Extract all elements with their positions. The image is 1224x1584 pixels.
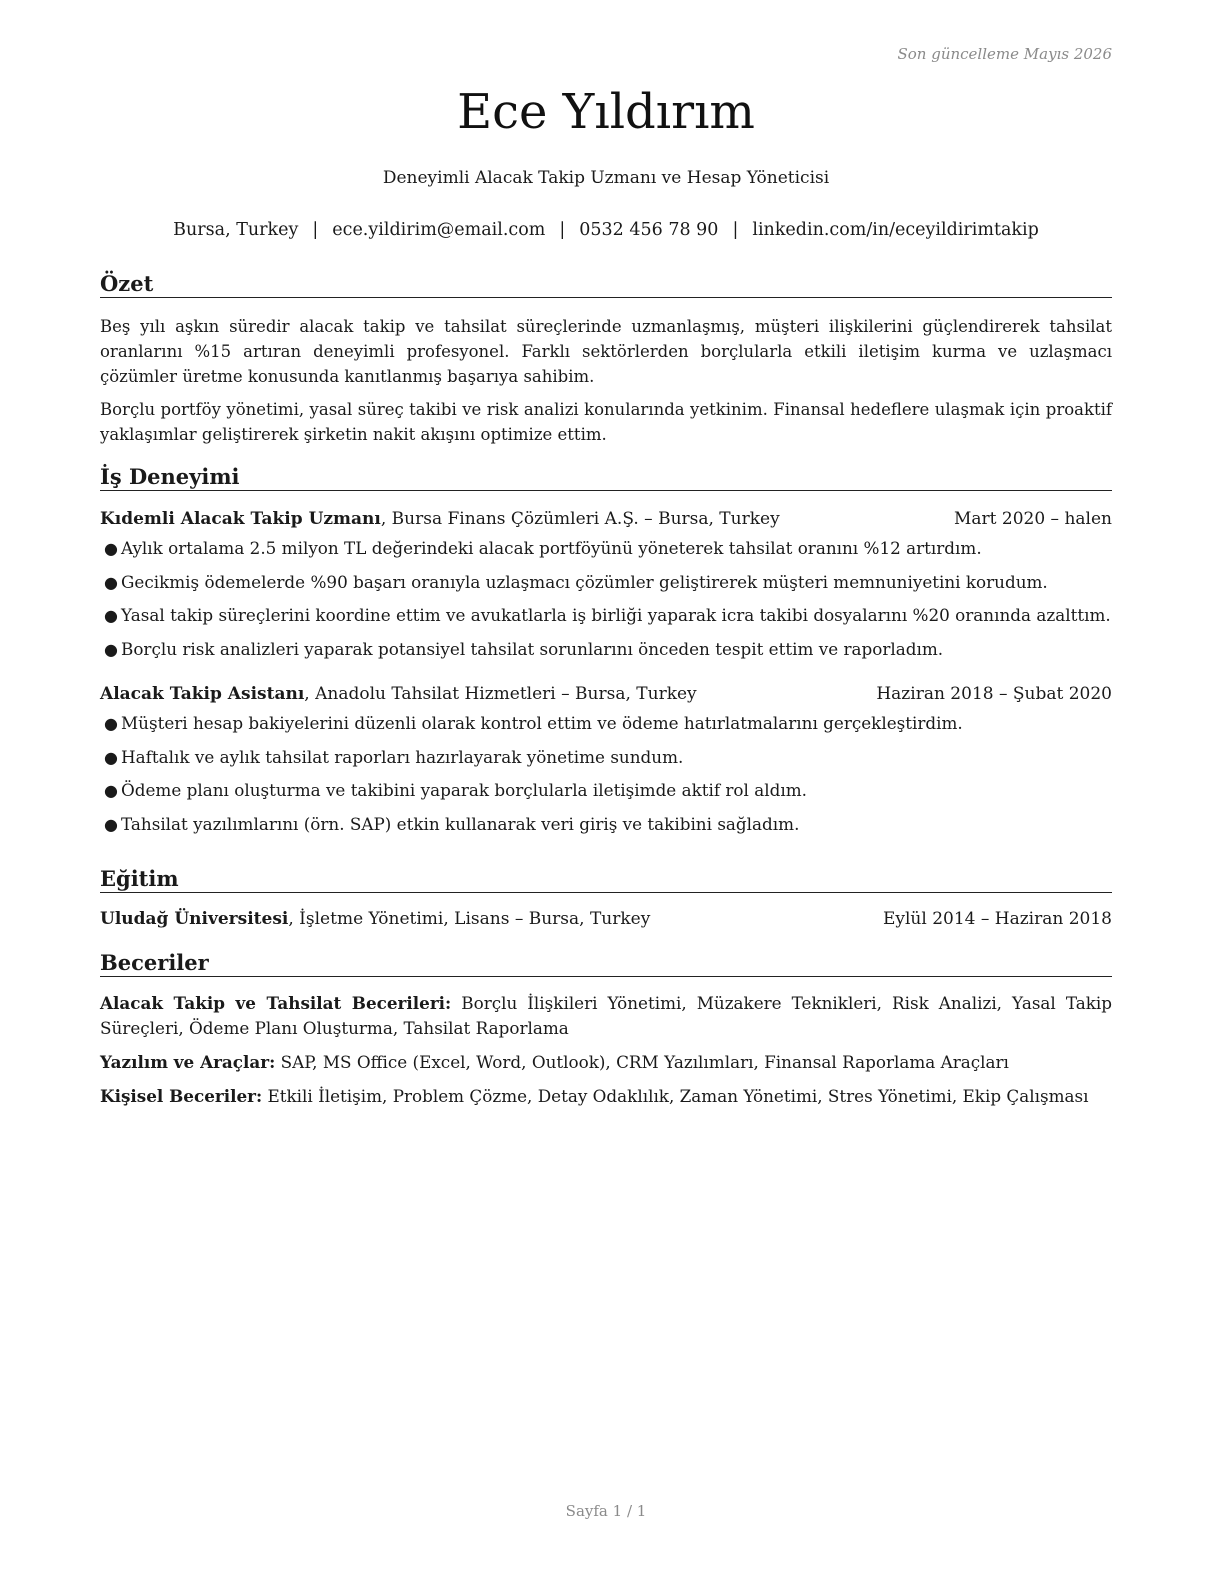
bullet-icon: ● (104, 639, 118, 659)
list-item (100, 707, 1112, 741)
bullet-icon: ● (104, 539, 118, 558)
candidate-name: Ece Yıldırım (457, 84, 755, 140)
skill-group-label: Kişisel Beceriler: (100, 1086, 263, 1106)
bullet-icon: ● (104, 781, 118, 800)
skill-group (100, 1050, 1112, 1075)
skill-group-label: Alacak Takip ve Tahsilat Becerileri: (100, 993, 452, 1013)
bullet-text: Borçlu risk analizleri yaparak potansiyel tahsilat sorunlarını önceden tespit ettim ve raporladım. (121, 638, 944, 659)
contact-phone: 0532 456 78 90 (579, 220, 719, 240)
section-title-summary: Özet (100, 270, 1112, 298)
education-school: Uludağ Üniversitesi (100, 909, 289, 929)
job-header (100, 682, 1112, 707)
bullet-icon: ● (104, 606, 118, 625)
skills-section (100, 949, 1112, 1109)
bullet-text: Aylık ortalama 2.5 milyon TL değerindeki alacak portföyünü yöneterek tahsilat oranını %12 artırdım. (121, 538, 982, 558)
list-item (100, 566, 1112, 600)
job-bullets (100, 707, 1112, 841)
job-header (100, 507, 1112, 532)
education-section (100, 865, 1112, 932)
contact-location: Bursa, Turkey (173, 220, 299, 240)
list-item (100, 774, 1112, 808)
education-details: , İşletme Yönetimi, Lisans – Bursa, Turkey (288, 909, 651, 929)
summary-section (100, 270, 1112, 447)
contact-linkedin[interactable]: linkedin.com/in/eceyildirimtakip (752, 220, 1039, 240)
list-item (100, 599, 1112, 633)
bullet-text: Gecikmiş ödemelerde %90 başarı oranıyla uzlaşmacı çözümler geliştirerek müşteri memnuniyetini korudum. (121, 571, 1048, 592)
contact-separator: | (312, 220, 319, 240)
resume-page (100, 0, 1112, 1584)
candidate-tagline: Deneyimli Alacak Takip Uzmanı ve Hesap Yöneticisi (382, 168, 830, 188)
bullet-icon: ● (104, 747, 118, 767)
job-role: Alacak Takip Asistanı (100, 684, 305, 704)
section-title-education: Eğitim (100, 865, 1112, 893)
job-dates: Haziran 2018 – Şubat 2020 (876, 684, 1112, 704)
job-bullets (100, 532, 1112, 666)
page-number: Sayfa 1 / 1 (565, 1502, 647, 1520)
last-updated: Son güncelleme Mayıs 2026 (897, 45, 1112, 63)
job-entry (100, 507, 1112, 666)
list-item (100, 532, 1112, 566)
skill-group (100, 1084, 1112, 1109)
summary-paragraph: Borçlu portföy yönetimi, yasal süreç takibi ve risk analizi konularında yetkinim. Finansal hedeflere ulaşmak için proaktif yaklaşımlar geliştirerek şirketin nakit akışını optimize ettim. (100, 400, 1112, 444)
education-dates: Eylül 2014 – Haziran 2018 (882, 909, 1112, 929)
job-role: Kıdemli Alacak Takip Uzmanı (100, 509, 381, 529)
skill-group (100, 991, 1112, 1041)
bullet-text: Müşteri hesap bakiyelerini düzenli olarak kontrol ettim ve ödeme hatırlatmalarını gerçekleştirdim. (121, 713, 963, 733)
experience-section (100, 463, 1112, 841)
section-title-skills: Beceriler (100, 949, 1112, 977)
education-entry (100, 907, 1112, 932)
skill-group-items: SAP, MS Office (Excel, Word, Outlook), CRM Yazılımları, Finansal Raporlama Araçları (275, 1052, 1009, 1072)
skill-group-items: Etkili İletişim, Problem Çözme, Detay Odaklılık, Zaman Yönetimi, Stres Yönetimi, Ekip Çalışması (262, 1086, 1089, 1106)
job-company: , Anadolu Tahsilat Hizmetleri – Bursa, Turkey (304, 684, 697, 704)
job-company: , Bursa Finans Çözümleri A.Ş. – Bursa, Turkey (380, 509, 780, 529)
list-item (100, 808, 1112, 842)
bullet-icon: ● (104, 572, 118, 592)
summary-paragraph: Beş yılı aşkın süredir alacak takip ve tahsilat süreçlerinde uzmanlaşmış, müşteri ilişkilerini güçlendirerek tahsilat oranlarını %15 artıran deneyimli profesyonel. Farklı sektörlerden borçlularla etkili iletişim kurma ve uzlaşmacı çözümler üretme konusunda kanıtlanmış başarıya sahibim. (100, 317, 1112, 386)
section-title-experience: İş Deneyimi (100, 463, 1112, 491)
contact-separator: | (732, 220, 739, 240)
skill-group-items: Borçlu İlişkileri Yönetimi, Müzakere Teknikleri, Risk Analizi, Yasal Takip Süreçleri, Ödeme Planı Oluşturma, Tahsilat Raporlama (100, 993, 1112, 1038)
bullet-icon: ● (104, 714, 118, 733)
contact-email[interactable]: ece.yildirim@email.com (332, 220, 546, 240)
skill-group-label: Yazılım ve Araçlar: (100, 1052, 276, 1072)
contact-line (100, 220, 1112, 240)
bullet-icon: ● (104, 814, 118, 834)
bullet-text: Ödeme planı oluşturma ve takibini yaparak borçlularla iletişimde aktif rol aldım. (121, 780, 807, 800)
list-item (100, 633, 1112, 667)
job-entry (100, 682, 1112, 841)
job-dates: Mart 2020 – halen (953, 509, 1112, 529)
list-item (100, 741, 1112, 775)
bullet-text: Tahsilat yazılımlarını (örn. SAP) etkin kullanarak veri giriş ve takibini sağladım. (121, 813, 800, 834)
bullet-text: Haftalık ve aylık tahsilat raporları hazırlayarak yönetime sundum. (121, 746, 684, 767)
contact-separator: | (559, 220, 566, 240)
bullet-text: Yasal takip süreçlerini koordine ettim ve avukatlarla iş birliği yaparak icra takibi dosyalarını %20 oranında azalttım. (121, 605, 1111, 625)
